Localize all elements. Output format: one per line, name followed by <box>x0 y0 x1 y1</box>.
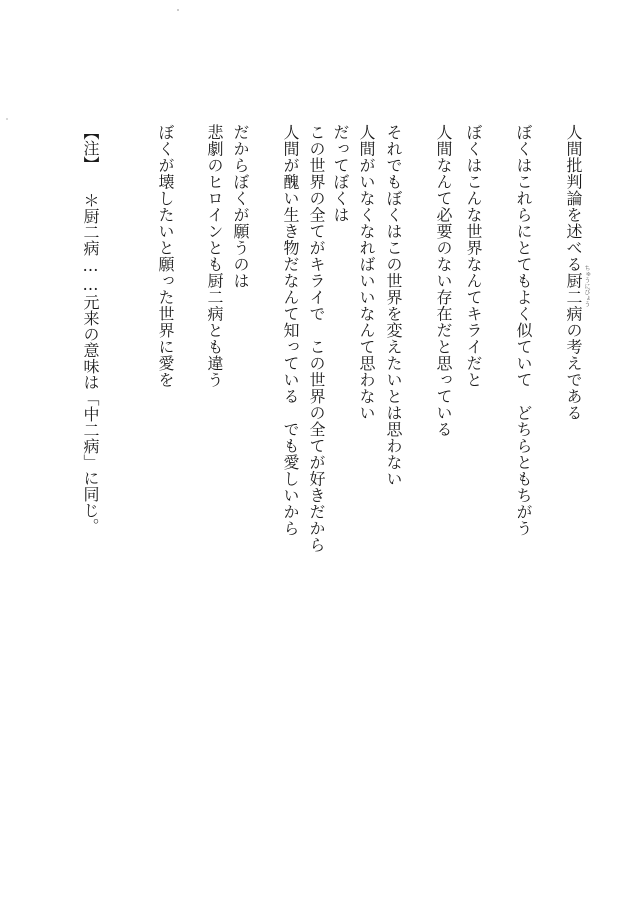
note-label: 【注】 <box>81 124 100 172</box>
poem-line: ぼくが壊したいと願った世界に愛を <box>156 124 175 388</box>
poem-line: 悲劇のヒロインとも厨二病とも違う <box>205 124 224 388</box>
poem-line: ぼくはこれらにとてもよく似ていて どちらともちがう <box>514 124 533 537</box>
scan-speck <box>6 118 8 120</box>
poem-line: 人間が醜い生き物だなんて知っている でも愛しいから <box>281 124 300 537</box>
poem-line: この世界の全てがキライで この世界の全てが好きだから <box>307 124 326 553</box>
poem-line: だってぼくは <box>331 124 350 223</box>
scan-speck <box>177 9 179 11</box>
poem-line: ぼくはこんな世界なんてキライだと <box>464 124 483 388</box>
poem-line: 人間なんて必要のない存在だと思っている <box>434 124 453 438</box>
poem-line: それでもぼくはこの世界を変えたいとは思わない <box>384 124 403 487</box>
poem-line: 人間がいなくなればいいなんて思わない <box>357 124 376 421</box>
note-text: ＊厨二病……元来の意味は「中二病」に同じ。 <box>81 192 100 534</box>
poem-line: だからぼくが願うのは <box>231 124 250 289</box>
ruby-annotation: ちゅうにびょう <box>583 265 590 307</box>
poem-line: 人間批判論を述べる厨二病の考えである <box>564 124 583 421</box>
